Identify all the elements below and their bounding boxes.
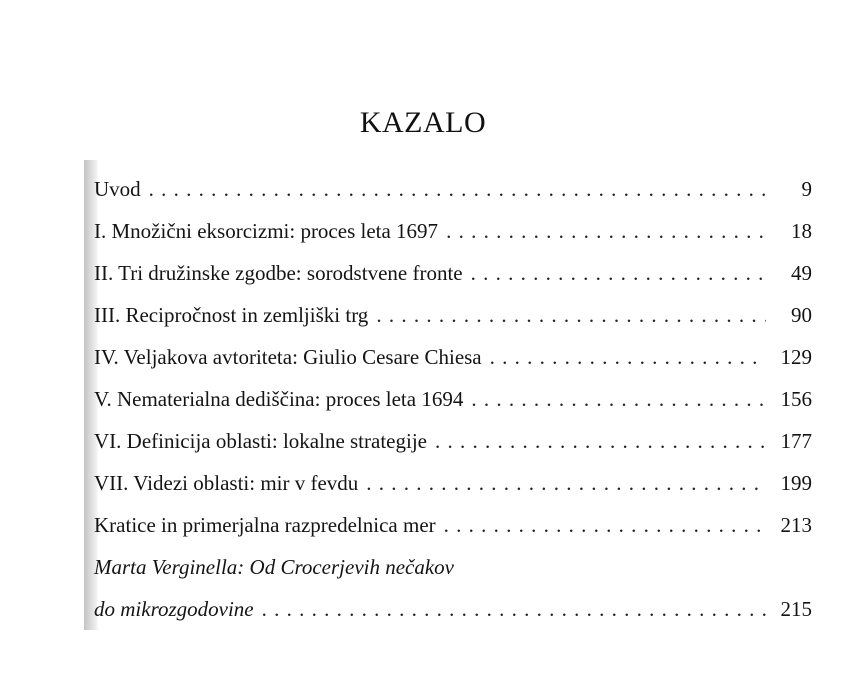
toc-leader-dots	[471, 252, 766, 294]
toc-entry-label: Uvod	[94, 177, 141, 201]
toc-entry-label: VI. Definicija oblasti: lokalne strategije	[94, 429, 427, 453]
page-title: KAZALO	[359, 106, 487, 139]
toc-entry-page: 199	[780, 471, 812, 495]
toc-leader-dots	[444, 504, 766, 546]
toc-entry-page: 215	[780, 597, 812, 621]
toc-entry-label: do mikrozgodovine	[94, 597, 254, 621]
toc-leader-dots	[149, 168, 766, 210]
toc-entry	[94, 294, 812, 336]
toc-entry	[94, 462, 812, 504]
toc-entry-label: Marta Verginella: Od Crocerjevih nečakov	[94, 555, 455, 579]
toc-entry-label: II. Tri družinske zgodbe: sorodstvene fronte	[94, 261, 463, 285]
toc-entry-page: 213	[780, 513, 812, 537]
toc-leader-dots	[446, 210, 766, 252]
toc-leader-dots	[366, 462, 766, 504]
toc-entry-page: 129	[780, 345, 812, 369]
toc-entry-label: V. Nematerialna dediščina: proces leta 1694	[94, 387, 464, 411]
toc-entry	[94, 378, 812, 420]
toc-entry	[94, 336, 812, 378]
toc-entry	[94, 504, 812, 546]
toc-entry-page: 9	[801, 177, 812, 201]
toc-entry	[94, 546, 812, 588]
toc-entry	[94, 210, 812, 252]
toc-entry	[94, 168, 812, 210]
toc-entry-page: 49	[791, 261, 812, 285]
toc-entry-page: 90	[791, 303, 812, 327]
toc-entry-label: IV. Veljakova avtoriteta: Giulio Cesare Chiesa	[94, 345, 482, 369]
toc-leader-dots	[471, 378, 766, 420]
toc-leader-dots	[435, 420, 766, 462]
toc-entry-page: 177	[780, 429, 812, 453]
toc-entry-label: III. Recipročnost in zemljiški trg	[94, 303, 369, 327]
toc-entry-page: 18	[791, 219, 812, 243]
toc-leader-dots	[490, 336, 766, 378]
table-of-contents	[94, 168, 812, 630]
toc-entry	[94, 420, 812, 462]
toc-entry	[94, 588, 812, 630]
toc-entry-label: I. Množični eksorcizmi: proces leta 1697	[94, 219, 439, 243]
toc-leader-dots	[376, 294, 766, 336]
toc-entry-label: VII. Videzi oblasti: mir v fevdu	[94, 471, 359, 495]
toc-entry-label: Kratice in primerjalna razpredelnica mer	[94, 513, 436, 537]
toc-leader-dots	[262, 588, 766, 630]
toc-entry-page: 156	[780, 387, 812, 411]
toc-entry	[94, 252, 812, 294]
